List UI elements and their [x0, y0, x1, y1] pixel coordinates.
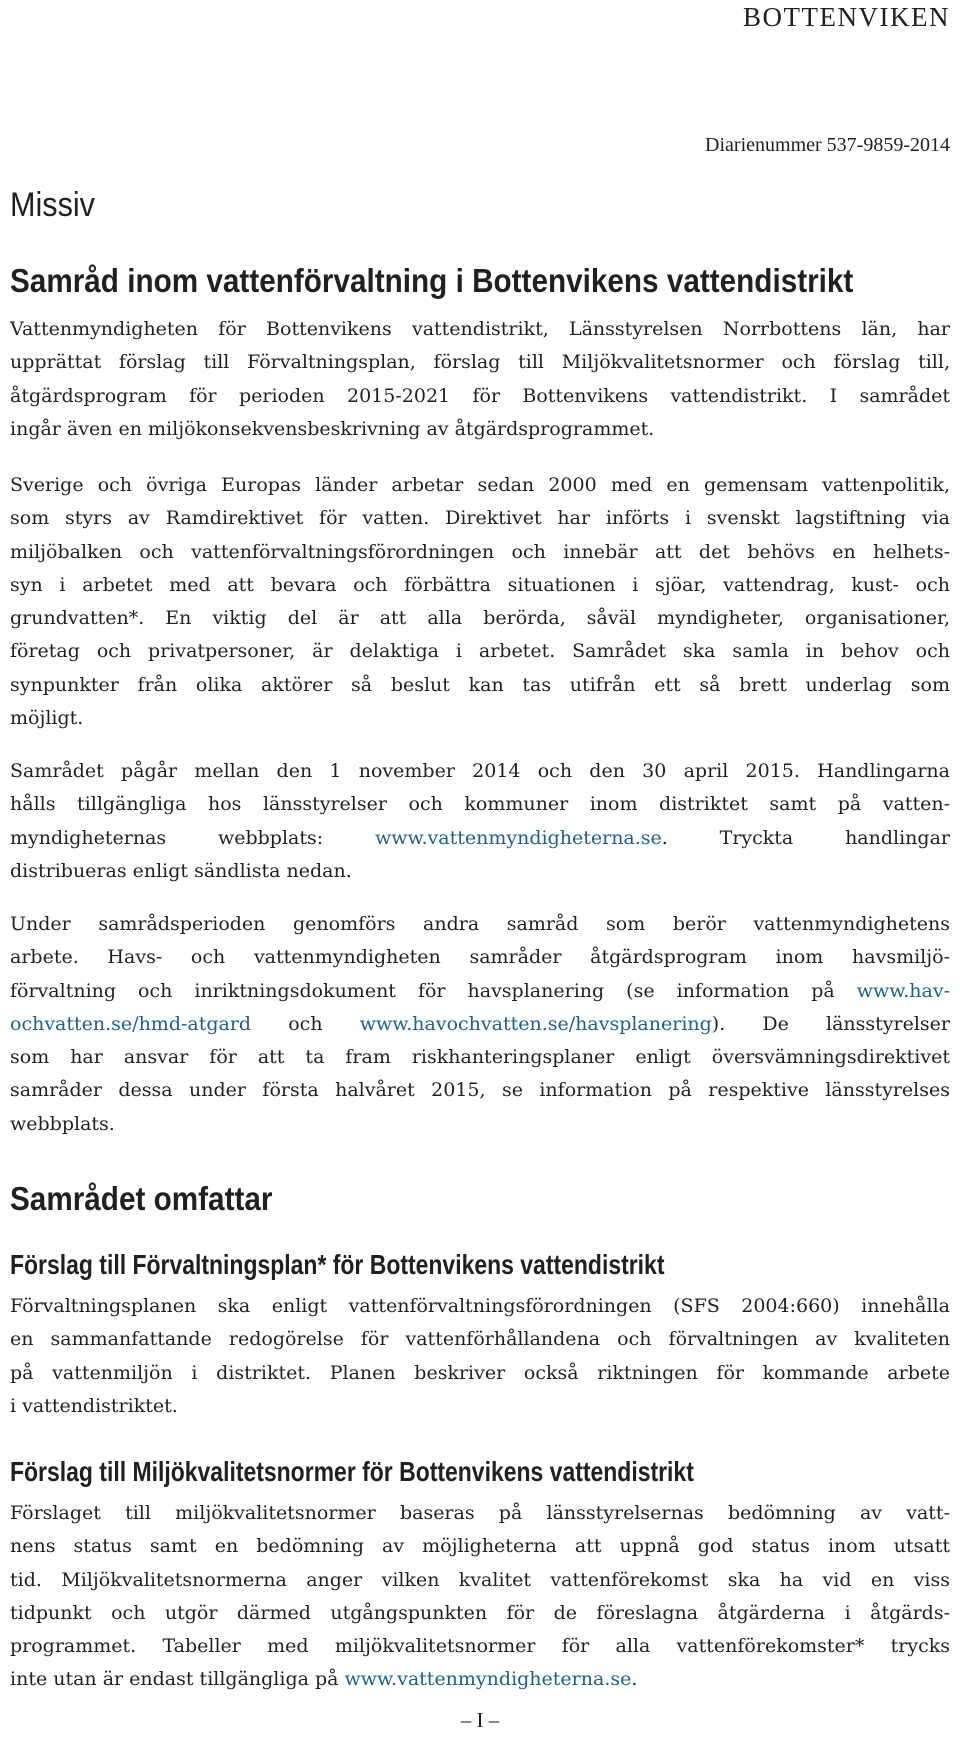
text-line: Förslaget till miljökvalitetsnormer baseras på länsstyrelsernas bedömning av vatt-: [10, 1502, 950, 1524]
text-fragment: . Tryckta handlingar: [661, 826, 950, 849]
text-line: samråder dessa under första halvåret 2015, se information på respektive länsstyrelses: [10, 1079, 950, 1102]
text-fragment: och: [251, 1012, 360, 1035]
text-line: Förvaltningsplanen ska enligt vattenförvaltningsförordningen (SFS 2004:660) innehålla: [10, 1295, 950, 1317]
text-line: upprättat förslag till Förvaltningsplan, förslag till Miljökvalitetsnormer och förslag till,: [10, 351, 950, 374]
intro-paragraph-4: [10, 908, 950, 1141]
text-line: Sverige och övriga Europas länder arbetar sedan 2000 med en gemensam vattenpolitik,: [10, 474, 950, 496]
document-page: [10, 0, 950, 1740]
text-fragment: myndigheternas webbplats:: [10, 826, 375, 849]
text-line: en sammanfattande redogörelse för vattenförhållandena och förvaltningen av kvaliteten: [10, 1328, 950, 1351]
text-line: som har ansvar för att ta fram riskhanteringsplaner enligt översvämningsdirektivet: [10, 1046, 950, 1069]
text-line: arbete. Havs- och vattenmyndigheten samråder åtgärdsprogram inom havsmiljö-: [10, 946, 950, 969]
intro-heading: Samråd inom vattenförvaltning i Bottenvikens vattendistrikt: [10, 262, 854, 299]
page-number: – I –: [460, 1708, 500, 1732]
text-line: [10, 1663, 950, 1696]
forvaltningsplan-heading: Förslag till Förvaltningsplan* för Bottenvikens vattendistrikt: [10, 1249, 665, 1280]
intro-paragraph-3: [10, 755, 950, 888]
text-line: företag och privatpersoner, är delaktiga i arbetet. Samrådet ska samla in behov och: [10, 640, 950, 663]
vattenmyndigheterna-link[interactable]: www.vattenmyndigheterna.se: [374, 826, 662, 849]
running-head: BOTTENVIKEN: [743, 2, 950, 32]
text-line: åtgärdsprogram för perioden 2015-2021 för Bottenvikens vattendistrikt. I samrådet: [10, 384, 950, 407]
text-line: distribueras enligt sändlista nedan.: [10, 859, 352, 882]
text-line: på vattenmiljön i distriktet. Planen beskriver också riktningen för kommande arbete: [10, 1361, 950, 1384]
forvaltningsplan-paragraph: [10, 1290, 950, 1423]
text-line: [10, 822, 950, 855]
diarienummer: Diarienummer 537-9859-2014: [705, 134, 950, 156]
hmd-atgard-link-part2[interactable]: ochvatten.se/hmd-atgard: [10, 1012, 252, 1035]
miljokvalitetsnormer-heading: Förslag till Miljökvalitetsnormer för Bottenvikens vattendistrikt: [10, 1456, 694, 1487]
text-line: syn i arbetet med att bevara och förbättra situationen i sjöar, vattendrag, kust- och: [10, 573, 950, 596]
text-line: grundvatten*. En viktig del är att alla berörda, såväl myndigheter, organisationer,: [10, 607, 950, 630]
text-line: ingår även en miljökonsekvensbeskrivning av åtgärdsprogrammet.: [10, 417, 655, 440]
text-line: [10, 1008, 950, 1041]
text-line: programmet. Tabeller med miljökvalitetsnormer för alla vattenförekomster* trycks: [10, 1635, 950, 1658]
vattenmyndigheterna-link[interactable]: www.vattenmyndigheterna.se: [344, 1668, 632, 1691]
text-fragment: förvaltning och inriktningsdokument för havsplanering (se information på: [10, 979, 857, 1002]
missiv-title: Missiv: [10, 186, 95, 224]
omfattar-heading: Samrådet omfattar: [10, 1180, 273, 1217]
intro-paragraph-2: [10, 469, 950, 735]
havsplanering-link[interactable]: www.havochvatten.se/havsplanering: [359, 1012, 712, 1035]
text-line: Samrådet pågår mellan den 1 november 2014 och den 30 april 2015. Handlingarna: [10, 760, 950, 782]
intro-paragraph-1: [10, 313, 950, 446]
text-line: som styrs av Ramdirektivet för vatten. Direktivet har införts i svenskt lagstiftning via: [10, 507, 950, 530]
miljokvalitetsnormer-paragraph: [10, 1497, 950, 1697]
text-line: synpunkter från olika aktörer så beslut kan tas utifrån ett så brett underlag som: [10, 673, 950, 696]
text-fragment: inte utan är endast tillgängliga på: [10, 1668, 345, 1691]
text-line: möjligt.: [10, 707, 84, 730]
text-line: i vattendistriktet.: [10, 1394, 178, 1417]
text-line: [10, 975, 950, 1008]
hmd-atgard-link-part1[interactable]: www.hav-: [856, 979, 950, 1002]
text-line: miljöbalken och vattenförvaltningsförordningen och innebär att det behövs en helhets-: [10, 540, 950, 563]
text-fragment: .: [631, 1668, 638, 1691]
text-line: Vattenmyndigheten för Bottenvikens vattendistrikt, Länsstyrelsen Norrbottens län, har: [10, 318, 950, 340]
text-fragment: ). De länsstyrelser: [711, 1012, 950, 1035]
text-line: webbplats.: [10, 1112, 115, 1135]
text-line: tidpunkt och utgör därmed utgångspunkten för de föreslagna åtgärderna i åtgärds-: [10, 1601, 950, 1624]
text-line: nens status samt en bedömning av möjligheterna att uppnå god status inom utsatt: [10, 1535, 950, 1558]
text-line: Under samrådsperioden genomförs andra samråd som berör vattenmyndighetens: [10, 913, 950, 935]
text-line: hålls tillgängliga hos länsstyrelser och kommuner inom distriktet samt på vatten-: [10, 793, 950, 816]
text-line: tid. Miljökvalitetsnormerna anger vilken kvalitet vattenförekomst ska ha vid en viss: [10, 1568, 950, 1591]
